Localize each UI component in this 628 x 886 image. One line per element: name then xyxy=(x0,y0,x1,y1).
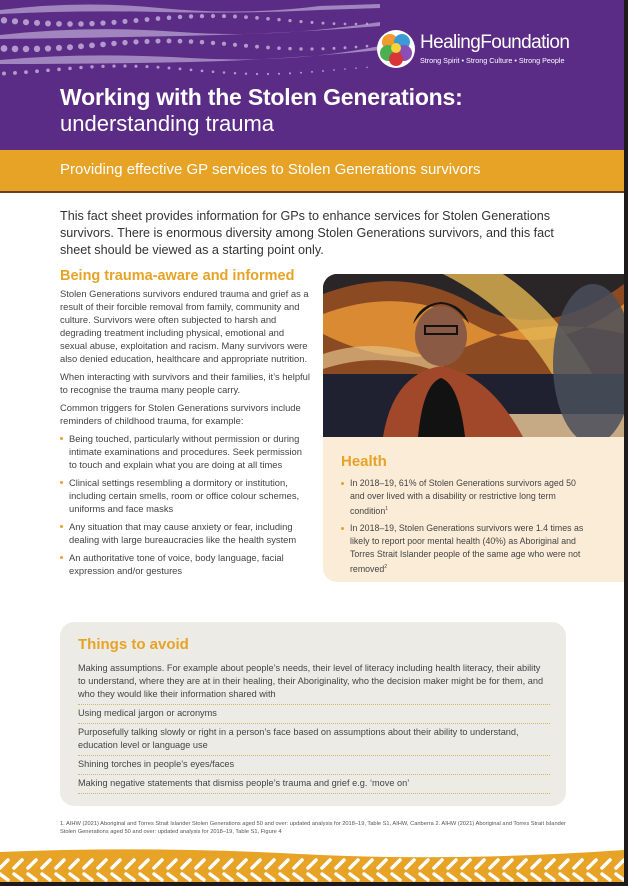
health-item-text: In 2018–19, 61% of Stolen Generations survivors aged 50 and over lived with a disability or restrictive long term condition xyxy=(350,478,576,516)
trauma-para-2: When interacting with survivors and their families, it’s helpful to recognise the trauma many people carry. xyxy=(60,371,310,395)
footnotes: 1. AIHW (2021) Aboriginal and Torres Strait Islander Stolen Generations aged 50 and over: updated analysis for 2018–19, Table S1, AIHW, Canberra 2. AIHW (2021) Aboriginal and Torres Strait Islander Stolen Generations aged 50 and over: updated analysis for 2018–19, Table S1, Figure 4 xyxy=(60,821,566,835)
health-item xyxy=(341,522,591,575)
avoid-item: Using medical jargon or acronyms xyxy=(78,705,550,724)
health-box xyxy=(323,437,624,582)
health-item xyxy=(341,477,591,517)
avoid-item: Shining torches in people’s eyes/faces xyxy=(78,756,550,775)
footnote-ref: 2 xyxy=(384,563,388,570)
logo-tagline: Strong Spirit • Strong Culture • Strong People xyxy=(420,56,565,65)
page-subtitle: understanding trauma xyxy=(60,111,275,136)
trauma-heading: Being trauma-aware and informed xyxy=(60,268,295,284)
trigger-item: Any situation that may cause anxiety or fear, including dealing with large bureaucracies like the health system xyxy=(60,520,310,546)
page-title: Working with the Stolen Generations: xyxy=(60,84,463,110)
logo-mark-icon xyxy=(376,29,416,69)
avoid-list xyxy=(78,660,550,794)
trigger-item: Clinical settings resembling a dormitory or institution, including certain smells, room or office colour schemes, uniforms and face masks xyxy=(60,476,310,515)
trauma-para-1: Stolen Generations survivors endured trauma and grief as a result of their forcible removal from family, community and culture. Survivors were often subjected to harsh and degrading treatment including physical, emotional and sexual abuse, exploitation and racism. Many survivors were also denied education, healthcare and appropriate nutrition. xyxy=(60,288,309,364)
header-banner xyxy=(0,0,624,150)
avoid-item: Purposefully talking slowly or right in a person’s face based on assumptions about their ability to understand, education level or language use xyxy=(78,724,550,756)
dot-art-pattern xyxy=(0,0,380,80)
footnote-ref: 1 xyxy=(385,505,388,512)
health-heading: Health xyxy=(341,453,387,470)
avoid-item: Making assumptions. For example about people’s needs, their level of literacy including health literacy, their ability to understand, where they are at in their healing, their Aboriginality, who the decision maker might be for them, and who they would like their information shared with xyxy=(78,660,550,705)
health-item-text: In 2018–19, Stolen Generations survivors were 1.4 times as likely to report poor mental health (40%) as Aboriginal and Torres Strait Islander people of the same age who were not removed xyxy=(350,523,584,574)
avoid-item: Making negative statements that dismiss people’s trauma and grief e.g. ‘move on’ xyxy=(78,775,550,794)
photo-illustration xyxy=(323,274,624,437)
decorative-bottom-band xyxy=(0,846,624,882)
trauma-section xyxy=(60,270,310,582)
healing-foundation-logo xyxy=(376,29,576,69)
trigger-item: Being touched, particularly without permission or during intimate examinations and procedures. Seek permission to touch and explain what you are doing at all times xyxy=(60,432,310,471)
subtitle-band-text: Providing effective GP services to Stolen Generations survivors xyxy=(60,161,481,178)
intro-paragraph: This fact sheet provides information for GPs to enhance services for Stolen Generations survivors. There is enormous diversity among Stolen Generations survivors, and this fact sheet should be viewed as a starting point only. xyxy=(60,209,554,257)
trigger-list xyxy=(60,432,310,577)
trauma-para-3: Common triggers for Stolen Generations survivors include reminders of childhood trauma, for example: xyxy=(60,402,301,426)
logo-name: HealingFoundation xyxy=(420,32,570,53)
survivor-photo xyxy=(323,274,624,437)
avoid-heading: Things to avoid xyxy=(78,636,189,653)
trigger-item: An authoritative tone of voice, body language, facial expression and/or gestures xyxy=(60,551,310,577)
health-list xyxy=(341,477,591,580)
things-to-avoid-box xyxy=(60,622,566,806)
